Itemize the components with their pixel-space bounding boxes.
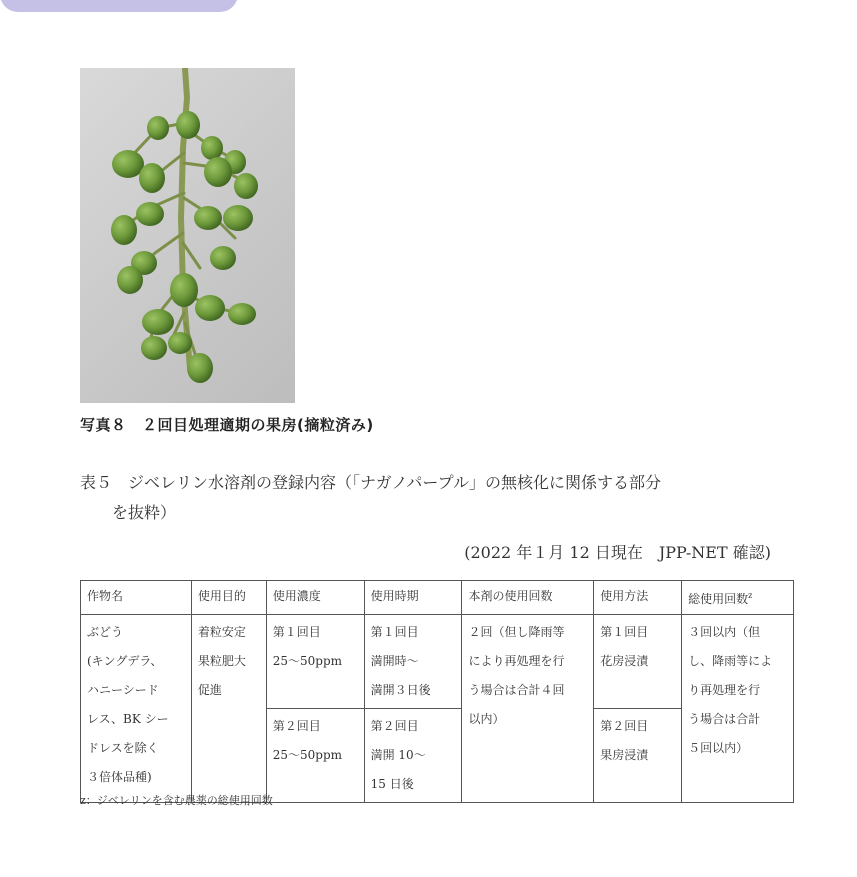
header-timing: 使用時期 — [364, 581, 462, 615]
cell-crop: ぶどう (キングデラ、 ハニーシード レス、BK シー ドレスを除く ３倍体品種) — [81, 615, 192, 803]
cell-times-this-agent: ２回（但し降雨等 により再処理を行 う場合は合計４回 以内） — [462, 615, 594, 803]
cell-method-2: 第２回目 果房浸漬 — [594, 709, 682, 803]
cell-timing-1: 第１回目 満開時〜 満開３日後 — [364, 615, 462, 709]
header-concentration: 使用濃度 — [266, 581, 364, 615]
table-title-line-2: を抜粋） — [112, 503, 177, 522]
table-header-row — [81, 581, 794, 615]
header-purpose: 使用目的 — [191, 581, 266, 615]
grape-cluster-photo — [80, 68, 295, 403]
cell-total-times: ３回以内（但 し、降雨等によ り再処理を行 う場合は合計 ５回以内） — [682, 615, 794, 803]
cell-method-1: 第１回目 花房浸漬 — [594, 615, 682, 709]
date-note: (2022 年１月 12 日現在 JPP-NET 確認) — [464, 543, 771, 562]
photo-caption: 写真８ ２回目処理適期の果房(摘粒済み) — [80, 416, 374, 434]
header-sup: z — [748, 591, 753, 600]
table-title-line-1: 表５ ジベレリン水溶剤の登録内容（「ナガノパープル」の無核化に関係する部分 — [80, 473, 661, 492]
header-total-times: 総使用回数$^z$ — [682, 581, 794, 615]
table-title — [80, 468, 790, 528]
footnote: z：ジベレリンを含む農薬の総使用回数 — [80, 794, 273, 807]
registration-table — [80, 580, 794, 803]
cell-concentration-2: 第２回目 25〜50ppm — [266, 709, 364, 803]
cell-purpose: 着粒安定 果粒肥大 促進 — [191, 615, 266, 803]
header-method: 使用方法 — [594, 581, 682, 615]
cell-concentration-1: 第１回目 25〜50ppm — [266, 615, 364, 709]
header-crop: 作物名 — [81, 581, 192, 615]
table-row — [81, 615, 794, 709]
cell-timing-2: 第２回目 満開 10〜 15 日後 — [364, 709, 462, 803]
header-times-this-agent: 本剤の使用回数 — [462, 581, 594, 615]
top-tab-decoration — [0, 0, 238, 12]
